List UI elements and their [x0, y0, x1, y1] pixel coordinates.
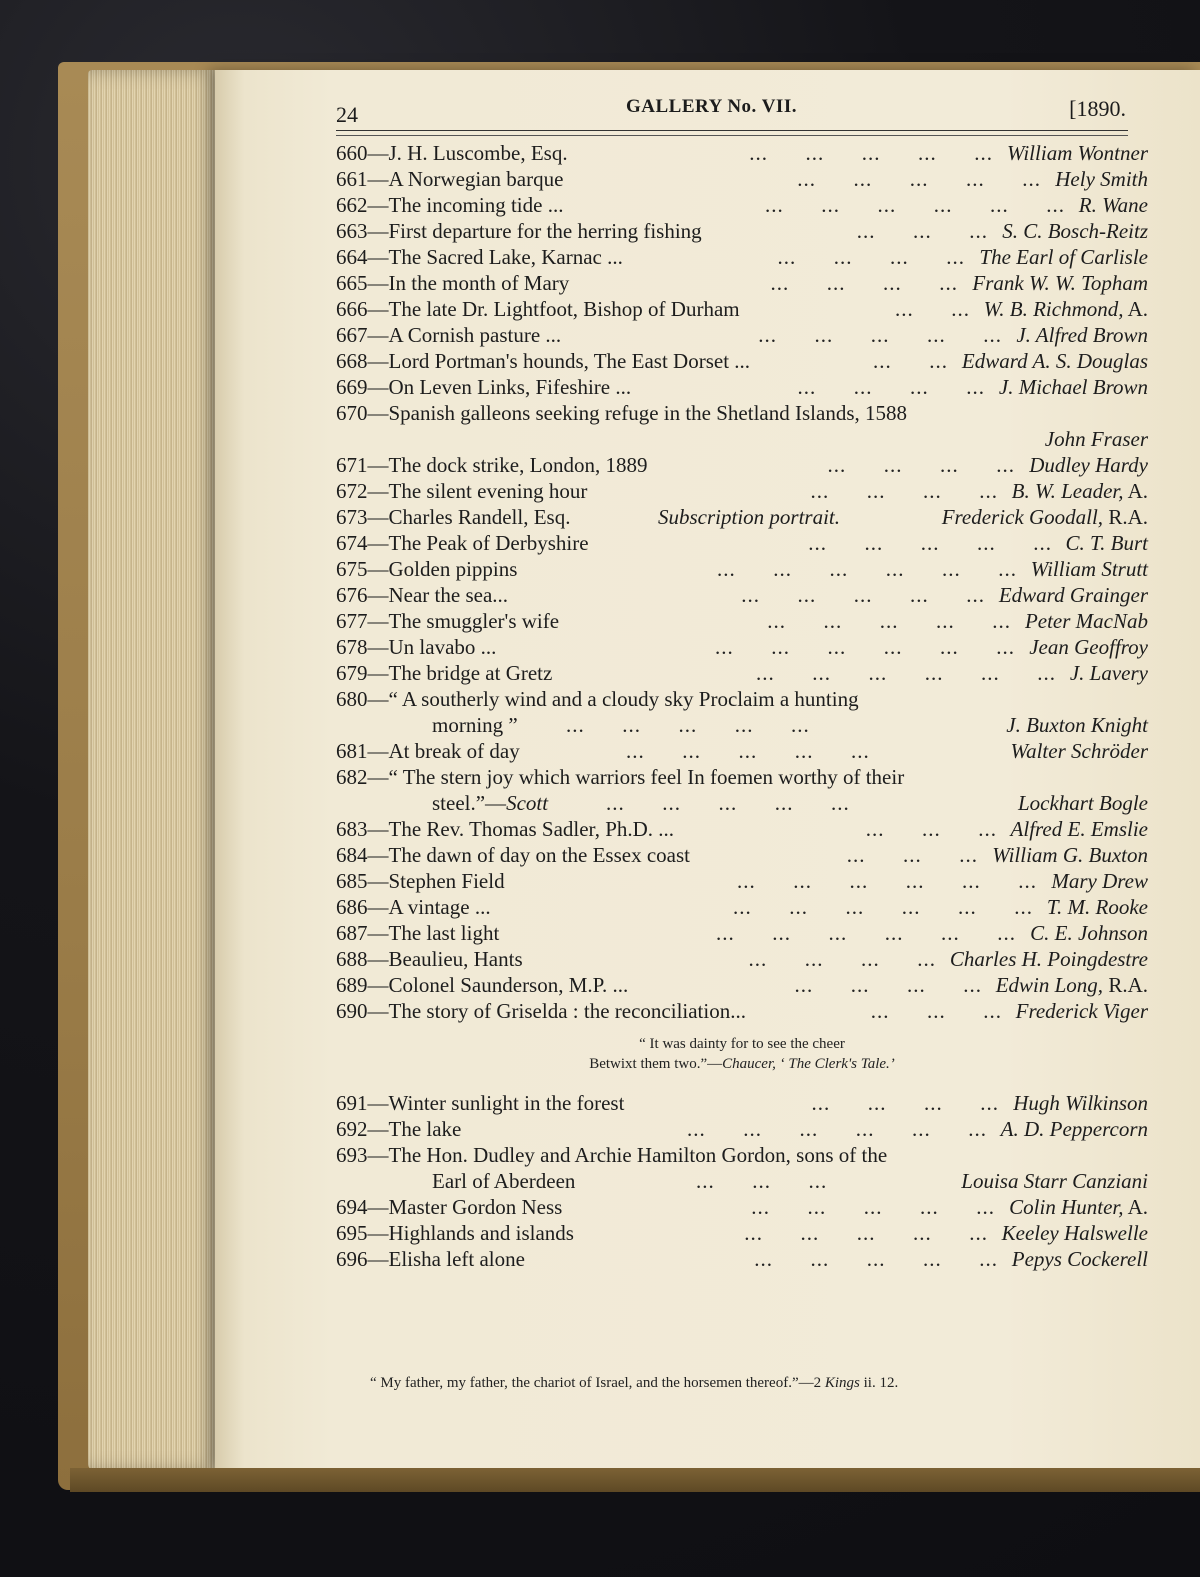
artist-name: Edward Grainger [998, 583, 1148, 607]
leader-dots: ... ... [895, 297, 970, 321]
entry-artist [1012, 1246, 1148, 1272]
catalogue-entry [336, 1116, 1148, 1142]
catalogue-entry-continuation [336, 1168, 1148, 1194]
entry-title: 693—The Hon. Dudley and Archie Hamilton Gordon, sons of the [336, 1143, 888, 1167]
entry-title: 695—Highlands and islands [336, 1221, 574, 1245]
artist-name: Colin Hunter, [1009, 1195, 1124, 1219]
catalogue-entry [336, 348, 1148, 374]
catalogue-entry [336, 1142, 1148, 1168]
entry-artist [992, 842, 1148, 868]
catalogue-entry [336, 920, 1148, 946]
entry-title: 672—The silent evening hour [336, 479, 588, 503]
entry-title: 681—At break of day [336, 739, 520, 763]
leader-dots: ... ... ... ... [827, 453, 1015, 477]
entry-title-continued: Earl of Aberdeen [432, 1169, 576, 1193]
artist-name: Frederick Viger [1015, 999, 1148, 1023]
entry-title-continued: morning ” [432, 713, 518, 737]
footer-epigraph [370, 1375, 898, 1392]
leader-dots: ... ... ... [856, 219, 988, 243]
catalogue-entry [336, 946, 1148, 972]
artist-name: William G. Buxton [992, 843, 1148, 867]
catalogue-entry [336, 218, 1148, 244]
leader-dots: ... ... ... ... ... [741, 583, 985, 607]
entry-title: 671—The dock strike, London, 1889 [336, 453, 648, 477]
entry-title: 661—A Norwegian barque [336, 167, 564, 191]
catalogue-entry [336, 1220, 1148, 1246]
catalogue-entry [336, 1194, 1148, 1220]
catalogue-entry [336, 998, 1148, 1024]
entry-title: 668—Lord Portman's hounds, The East Dorset ... [336, 349, 751, 373]
catalogue-entry [336, 764, 1148, 790]
entry-artist [1031, 556, 1148, 582]
catalogue-entry [336, 972, 1148, 998]
entry-artist [984, 296, 1148, 322]
entry-title: 684—The dawn of day on the Essex coast [336, 843, 690, 867]
leader-dots: ... ... ... ... ... ... [756, 661, 1056, 685]
catalogue-entry [336, 556, 1148, 582]
leader-dots: ... ... ... ... ... [758, 323, 1002, 347]
artist-name: Keeley Halswelle [1001, 1221, 1148, 1245]
header-year: [1890. [1069, 96, 1126, 121]
leader-dots: ... ... ... ... [770, 271, 958, 295]
entry-artist [962, 348, 1148, 374]
leader-dots: ... ... ... ... ... [767, 609, 1011, 633]
entry-artist [972, 270, 1148, 296]
leader-dots: ... ... ... ... ... [797, 167, 1041, 191]
artist-name: C. E. Johnson [1030, 921, 1148, 945]
leader-dots: ... ... ... ... ... [754, 1247, 998, 1271]
catalogue-entry-continuation [336, 712, 1148, 738]
artist-name: S. C. Bosch-Reitz [1002, 219, 1148, 243]
artist-honours: R.A. [1103, 505, 1148, 529]
entry-epigraph [336, 1024, 1148, 1090]
entry-title: 665—In the month of Mary [336, 271, 570, 295]
catalogue-entry [336, 478, 1148, 504]
epigraph-line [336, 1054, 1148, 1074]
entry-artist [942, 504, 1148, 530]
gallery-title: GALLERY No. VII. [626, 96, 797, 117]
entry-title: 670—Spanish galleons seeking refuge in the Shetland Islands, 1588 [336, 401, 907, 425]
entry-artist [1016, 322, 1148, 348]
catalogue-entry [336, 582, 1148, 608]
entry-title: 687—The last light [336, 921, 500, 945]
entry-artist: Louisa Starr Canziani [961, 1169, 1148, 1193]
entry-artist [1030, 920, 1148, 946]
entry-title: 666—The late Dr. Lightfoot, Bishop of Durham [336, 297, 740, 321]
entry-artist [999, 582, 1148, 608]
artist-name: Edward A. S. Douglas [961, 349, 1148, 373]
entry-title: 692—The lake [336, 1117, 462, 1141]
catalogue-entry [336, 1246, 1148, 1272]
page-number: 24 [336, 102, 358, 127]
artist-name: Pepys Cockerell [1011, 1247, 1148, 1271]
catalogue-entry [336, 296, 1148, 322]
entry-artist [979, 244, 1148, 270]
leader-dots: ... ... ... ... [777, 245, 965, 269]
catalogue-entry-continuation [336, 790, 1148, 816]
entry-group [336, 1194, 1148, 1272]
entry-title: 664—The Sacred Lake, Karnac ... [336, 245, 623, 269]
leader-dots: ... ... ... ... ... [808, 531, 1052, 555]
leader-dots: ... ... ... ... [811, 1091, 999, 1115]
leader-dots: ... ... ... [846, 843, 978, 867]
entry-artist [1079, 192, 1148, 218]
catalogue-entry [336, 686, 1148, 712]
entry-title: 678—Un lavabo ... [336, 635, 497, 659]
artist-name: Hely Smith [1055, 167, 1148, 191]
artist-name: Charles H. Poingdestre [949, 947, 1148, 971]
leader-dots: ... ... ... ... ... [749, 141, 993, 165]
entry-artist [1025, 608, 1148, 634]
artist-name: J. Lavery [1069, 661, 1148, 685]
catalogue-entry [336, 894, 1148, 920]
entry-artist [1007, 140, 1148, 166]
entry-title: 688—Beaulieu, Hants [336, 947, 523, 971]
entry-artist [950, 946, 1148, 972]
catalogue-entry [336, 1090, 1148, 1116]
leader-dots: ... ... ... ... ... ... [733, 895, 1033, 919]
entry-artist [1066, 530, 1148, 556]
entry-title: 694—Master Gordon Ness [336, 1195, 563, 1219]
leader-dots: ... ... ... ... ... [751, 1195, 995, 1219]
artist-name: Jean Geoffroy [1029, 635, 1148, 659]
artist-name: Edwin Long, [995, 973, 1104, 997]
catalogue-entry [336, 322, 1148, 348]
quote-text: steel.”— [432, 791, 507, 815]
catalogue-entry [336, 244, 1148, 270]
leader-dots: ... ... ... ... ... ... [716, 921, 1016, 945]
entry-title: 669—On Leven Links, Fifeshire ... [336, 375, 632, 399]
header-rule-thin [336, 135, 1128, 136]
entry-artist: Lockhart Bogle [1017, 791, 1148, 815]
artist-honours: A. [1123, 1195, 1148, 1219]
leader-dots: ... ... ... ... ... [744, 1221, 988, 1245]
header-rule [336, 130, 1128, 131]
catalogue-entry [336, 868, 1148, 894]
leader-dots: ... ... ... ... ... ... [737, 869, 1037, 893]
entry-artist: John Fraser [1044, 427, 1148, 451]
leader-dots: ... ... ... ... [797, 375, 985, 399]
leader-dots: ... ... ... ... ... [626, 739, 870, 763]
entry-title: 690—The story of Griselda : the reconciliation... [336, 999, 746, 1023]
entry-artist [1009, 1194, 1148, 1220]
leader-dots: ... ... ... ... ... ... [717, 557, 1017, 581]
entry-artist [1055, 166, 1148, 192]
artist-name: J. Alfred Brown [1016, 323, 1148, 347]
entry-artist: Walter Schröder [1010, 739, 1148, 763]
catalogue-entry [336, 374, 1148, 400]
artist-name: Alfred E. Emslie [1010, 817, 1148, 841]
entry-title: 677—The smuggler's wife [336, 609, 560, 633]
leader-dots: ... ... ... ... [810, 479, 998, 503]
entry-artist [1001, 1116, 1148, 1142]
artist-name: Hugh Wilkinson [1013, 1091, 1148, 1115]
catalogue-entry [336, 140, 1148, 166]
entry-group [336, 816, 1148, 1024]
leader-dots: ... ... ... ... ... ... [687, 1117, 987, 1141]
catalogue-entry [336, 608, 1148, 634]
entry-title: 675—Golden pippins [336, 557, 518, 581]
artist-name: R. Wane [1078, 193, 1148, 217]
artist-name: William Wontner [1007, 141, 1148, 165]
artist-name: J. Michael Brown [998, 375, 1148, 399]
entry-artist [1002, 1220, 1148, 1246]
entry-note: Subscription portrait. [658, 505, 841, 529]
entry-title: 660—J. H. Luscombe, Esq. [336, 141, 568, 165]
entry-title: 696—Elisha left alone [336, 1247, 525, 1271]
quote-author: Scott [506, 791, 549, 815]
entry-title: 673—Charles Randell, Esq. [336, 505, 571, 529]
leader-dots: ... ... ... ... ... ... [715, 635, 1015, 659]
leader-dots: ... ... ... ... ... [606, 791, 850, 815]
entry-title: 683—The Rev. Thomas Sadler, Ph.D. ... [336, 817, 675, 841]
artist-name: Frederick Goodall, [941, 505, 1104, 529]
artist-name: Peter MacNab [1024, 609, 1148, 633]
page-edges [88, 70, 228, 1470]
catalogue-entry [336, 504, 1148, 530]
artist-honours: A. [1123, 479, 1148, 503]
entry-artist [1016, 998, 1148, 1024]
entry-title: 667—A Cornish pasture ... [336, 323, 562, 347]
catalogue-entry [336, 634, 1148, 660]
entry-title: 689—Colonel Saunderson, M.P. ... [336, 973, 629, 997]
entry-artist [1047, 894, 1148, 920]
entry-title-continued [432, 790, 548, 816]
catalogue-entry [336, 660, 1148, 686]
artist-honours: R.A. [1103, 973, 1148, 997]
artist-name: C. T. Burt [1065, 531, 1148, 555]
entry-group [336, 1090, 1148, 1142]
footer-epigraph-source: Kings [824, 1375, 860, 1391]
catalogue-entry [336, 270, 1148, 296]
entry-artist [1029, 452, 1148, 478]
epigraph-text: Betwixt them two.”— [589, 1056, 723, 1072]
entry-artist [1013, 1090, 1148, 1116]
entry-title: 663—First departure for the herring fishing [336, 219, 702, 243]
leader-dots: ... ... ... ... [748, 947, 936, 971]
epigraph-source: Chaucer, ‘ The Clerk's Tale.’ [722, 1056, 895, 1072]
artist-name: The Earl of Carlisle [979, 245, 1148, 269]
leader-dots: ... ... ... [870, 999, 1002, 1023]
entry-title: 682—“ The stern joy which warriors feel In foemen worthy of their [336, 765, 905, 789]
entry-title: 679—The bridge at Gretz [336, 661, 553, 685]
catalogue-entry [336, 816, 1148, 842]
entry-title: 686—A vintage ... [336, 895, 491, 919]
catalogue-entry [336, 166, 1148, 192]
leader-dots: ... ... ... ... ... [566, 713, 810, 737]
catalogue-entry [336, 842, 1148, 868]
leader-dots: ... ... ... ... ... ... [765, 193, 1065, 217]
catalogue-entry [336, 452, 1148, 478]
entry-title: 680—“ A southerly wind and a cloudy sky Proclaim a hunting [336, 687, 859, 711]
artist-name: T. M. Rooke [1046, 895, 1148, 919]
epigraph-line: “ It was dainty for to see the cheer [639, 1036, 845, 1052]
entry-title: 662—The incoming tide ... [336, 193, 564, 217]
entry-artist [1012, 478, 1148, 504]
catalogue-entry [336, 738, 1148, 764]
catalogue-entry [336, 530, 1148, 556]
artist-name: William Strutt [1030, 557, 1148, 581]
artist-name: A. D. Peppercorn [1000, 1117, 1148, 1141]
artist-name: B. W. Leader, [1011, 479, 1124, 503]
artist-name: Dudley Hardy [1029, 453, 1148, 477]
catalogue-entry [336, 400, 1148, 426]
entry-artist [1070, 660, 1148, 686]
catalogue-list [336, 140, 1148, 1272]
artist-name: Frank W. W. Topham [972, 271, 1148, 295]
footer-epigraph-ref: ii. 12. [859, 1375, 899, 1391]
catalogue-entry [336, 192, 1148, 218]
entry-artist [1011, 816, 1148, 842]
entry-artist [999, 374, 1148, 400]
entry-artist [1002, 218, 1148, 244]
leader-dots: ... ... ... ... [794, 973, 982, 997]
entry-artist: J. Buxton Knight [1006, 713, 1148, 737]
leader-dots: ... ... ... [696, 1169, 828, 1193]
entry-title: 674—The Peak of Derbyshire [336, 531, 589, 555]
entry-title: 676—Near the sea... [336, 583, 509, 607]
entry-artist [1029, 634, 1148, 660]
entry-group [336, 140, 1148, 400]
entry-title: 691—Winter sunlight in the forest [336, 1091, 625, 1115]
catalogue-entry-continuation [336, 426, 1148, 452]
entry-title: 685—Stephen Field [336, 869, 505, 893]
entry-artist [996, 972, 1148, 998]
leader-dots: ... ... ... [865, 817, 997, 841]
entry-artist [1051, 868, 1148, 894]
leader-dots: ... ... [873, 349, 948, 373]
book-bottom-edge [70, 1468, 1200, 1492]
entry-group [336, 452, 1148, 686]
artist-name: W. B. Richmond, [983, 297, 1124, 321]
artist-name: Mary Drew [1051, 869, 1148, 893]
artist-honours: A. [1123, 297, 1148, 321]
footer-epigraph-text: “ My father, my father, the chariot of Israel, and the horsemen thereof.”—2 [370, 1375, 825, 1391]
